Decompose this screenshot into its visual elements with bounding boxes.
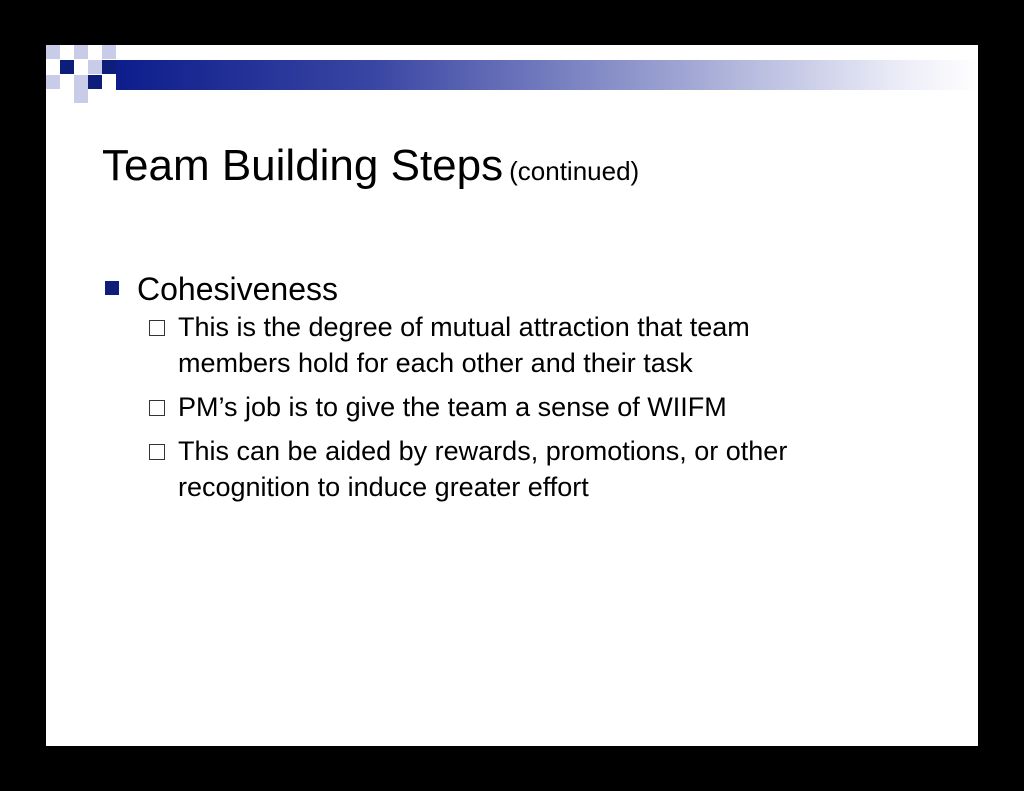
hollow-square-bullet-icon xyxy=(149,320,165,336)
sub-bullet-line: recognition to induce greater effort xyxy=(178,472,589,502)
sub-bullet-line: This is the degree of mutual attraction that team xyxy=(178,312,750,342)
sub-bullet-text xyxy=(178,433,787,505)
slide-title-main: Team Building Steps xyxy=(102,141,504,190)
sub-bullet-text xyxy=(178,309,750,381)
slide-title xyxy=(102,141,639,191)
bullet-cohesiveness xyxy=(105,271,338,308)
bullet-label: Cohesiveness xyxy=(137,271,338,307)
sub-bullet-text xyxy=(178,389,727,425)
sub-bullet-line: members hold for each other and their task xyxy=(178,348,693,378)
sub-bullet-line: This can be aided by rewards, promotions, or other xyxy=(178,436,788,466)
hollow-square-bullet-icon xyxy=(149,444,165,460)
slide xyxy=(46,45,978,746)
hollow-square-bullet-icon xyxy=(149,400,165,416)
sub-bullet-line: PM’s job is to give the team a sense of WIIFM xyxy=(178,392,727,422)
filled-square-bullet-icon xyxy=(105,281,119,295)
slide-title-suffix: (continued) xyxy=(509,156,640,186)
header-gradient-band xyxy=(116,60,978,90)
